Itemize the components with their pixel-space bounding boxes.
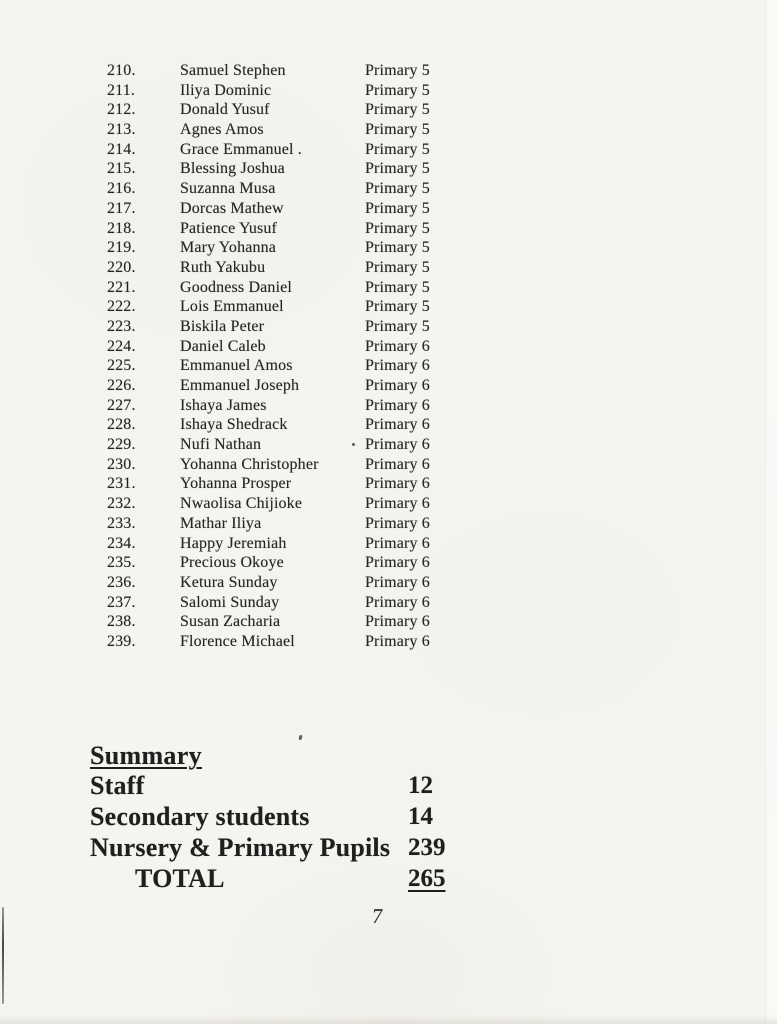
- scan-bottom-shade: [0, 1015, 777, 1024]
- student-name: Ketura Sunday: [180, 573, 278, 591]
- roster-row-number: 228.: [107, 416, 136, 434]
- summary-value: 12: [408, 772, 433, 799]
- student-name: Mary Yohanna: [180, 239, 277, 257]
- student-name: Precious Okoye: [180, 554, 284, 572]
- roster-row: [107, 514, 515, 534]
- student-name: Patience Yusuf: [180, 219, 278, 237]
- class-level: Primary 5: [365, 81, 430, 99]
- class-level: Primary 6: [365, 514, 430, 532]
- summary-label: Secondary students: [90, 802, 310, 831]
- summary-label: Staff: [90, 771, 145, 800]
- summary-row: [90, 832, 510, 863]
- roster-row-number: 234.: [107, 534, 136, 552]
- roster-row-number: 231.: [107, 475, 136, 493]
- roster-row: [107, 534, 515, 554]
- class-level: Primary 6: [365, 357, 430, 375]
- class-level: Primary 5: [365, 219, 430, 237]
- class-level: Primary 5: [365, 180, 430, 198]
- student-name: Susan Zacharia: [180, 613, 281, 631]
- roster-row-number: 221.: [107, 278, 136, 296]
- scan-scratch-artifact: [2, 907, 4, 1004]
- roster-row-number: 233.: [107, 514, 136, 532]
- student-name: Nufi Nathan: [180, 436, 262, 454]
- class-level: Primary 6: [365, 632, 430, 650]
- roster-row-number: 238.: [107, 613, 136, 631]
- student-name: Salomi Sunday: [180, 593, 280, 611]
- roster-row: [107, 455, 515, 475]
- roster-row-number: 229.: [107, 436, 136, 454]
- summary-value: 239: [408, 834, 446, 861]
- summary-section: [90, 741, 510, 894]
- roster-row-number: 236.: [107, 573, 136, 591]
- roster-row-number: 239.: [107, 632, 136, 650]
- class-level: Primary 6: [365, 436, 430, 454]
- roster-row: [107, 337, 515, 357]
- class-level: Primary 5: [365, 101, 430, 119]
- page-number: 7: [370, 904, 384, 928]
- roster-row-number: 223.: [107, 317, 136, 335]
- roster-row-number: 222.: [107, 298, 136, 316]
- class-level: Primary 6: [365, 534, 430, 552]
- class-level: Primary 5: [365, 258, 430, 276]
- student-name: Yohanna Prosper: [180, 475, 292, 493]
- student-roster-list: [107, 61, 515, 652]
- summary-heading: Summary: [90, 741, 202, 770]
- roster-row-number: 214.: [107, 140, 136, 158]
- summary-label: Nursery & Primary Pupils: [90, 833, 391, 862]
- roster-row: [107, 376, 515, 396]
- student-name: Goodness Daniel: [180, 278, 293, 296]
- student-name: Samuel Stephen: [180, 62, 286, 79]
- scan-dot-artifact: [352, 443, 355, 446]
- class-level: Primary 5: [365, 199, 430, 217]
- student-name: Grace Emmanuel .: [180, 140, 302, 158]
- roster-row-number: 235.: [107, 554, 136, 572]
- summary-label: TOTAL: [135, 864, 225, 893]
- class-level: Primary 5: [365, 278, 430, 296]
- summary-row: [90, 770, 510, 801]
- roster-row-number: 232.: [107, 495, 136, 513]
- roster-row: [107, 219, 515, 239]
- student-name: Emmanuel Joseph: [180, 377, 300, 394]
- class-level: Primary 5: [365, 62, 430, 79]
- class-level: Primary 6: [365, 495, 430, 513]
- class-level: Primary 5: [365, 140, 430, 158]
- student-name: Yohanna Christopher: [180, 455, 319, 473]
- scan-dot-artifact: [298, 735, 302, 741]
- roster-row-number: 212.: [107, 101, 136, 119]
- roster-row: [107, 258, 515, 278]
- roster-row: [107, 553, 515, 573]
- student-name: Lois Emmanuel: [180, 298, 284, 316]
- student-name: Florence Michael: [180, 632, 295, 650]
- student-name: Dorcas Mathew: [180, 199, 284, 217]
- roster-row: [107, 435, 515, 455]
- student-name: Ishaya James: [180, 396, 267, 414]
- roster-row: [107, 632, 515, 652]
- class-level: Primary 5: [365, 121, 430, 139]
- class-level: Primary 5: [365, 160, 430, 178]
- student-name: Agnes Amos: [180, 121, 264, 139]
- roster-row: [107, 81, 515, 101]
- class-level: Primary 6: [365, 593, 430, 611]
- summary-row: [90, 801, 510, 832]
- roster-row-number: 219.: [107, 239, 136, 257]
- student-name: Happy Jeremiah: [180, 534, 287, 552]
- roster-row-number: 217.: [107, 199, 136, 217]
- student-name: Emmanuel Amos: [180, 357, 293, 375]
- student-name: Donald Yusuf: [180, 101, 270, 119]
- class-level: Primary 6: [365, 416, 430, 434]
- roster-row-number: 211.: [107, 81, 136, 99]
- student-name: Daniel Caleb: [180, 337, 266, 355]
- roster-row: [107, 474, 515, 494]
- class-level: Primary 6: [365, 396, 430, 414]
- roster-row-number: 224.: [107, 337, 136, 355]
- roster-row-number: 226.: [107, 377, 136, 394]
- roster-row: [107, 317, 515, 337]
- roster-row: [107, 61, 515, 81]
- student-name: Ruth Yakubu: [180, 258, 266, 276]
- roster-row: [107, 356, 515, 376]
- class-level: Primary 5: [365, 317, 430, 335]
- roster-row: [107, 297, 515, 317]
- class-level: Primary 6: [365, 377, 430, 394]
- summary-rows: [90, 770, 510, 894]
- roster-row: [107, 494, 515, 514]
- class-level: Primary 6: [365, 475, 430, 493]
- student-name: Ishaya Shedrack: [180, 416, 288, 434]
- roster-row: [107, 179, 515, 199]
- summary-value: 265: [408, 865, 446, 892]
- roster-row-number: 220.: [107, 258, 136, 276]
- roster-row-number: 213.: [107, 121, 136, 139]
- student-name: Nwaolisa Chijioke: [180, 495, 303, 513]
- class-level: Primary 6: [365, 337, 430, 355]
- class-level: Primary 6: [365, 554, 430, 572]
- summary-value: 14: [408, 803, 433, 830]
- class-level: Primary 6: [365, 613, 430, 631]
- roster-row: [107, 140, 515, 160]
- roster-row-number: 210.: [107, 62, 136, 79]
- roster-row: [107, 278, 515, 298]
- roster-row-number: 215.: [107, 160, 136, 178]
- class-level: Primary 5: [365, 239, 430, 257]
- roster-row: [107, 573, 515, 593]
- roster-row: [107, 593, 515, 613]
- summary-row-total: [90, 863, 510, 894]
- roster-row: [107, 238, 515, 258]
- roster-row-number: 237.: [107, 593, 136, 611]
- roster-row: [107, 100, 515, 120]
- roster-row: [107, 159, 515, 179]
- class-level: Primary 5: [365, 298, 430, 316]
- roster-row-number: 230.: [107, 455, 136, 473]
- roster-row: [107, 415, 515, 435]
- student-name: Mathar Iliya: [180, 514, 262, 532]
- class-level: Primary 6: [365, 455, 430, 473]
- roster-row-number: 227.: [107, 396, 136, 414]
- roster-row-number: 216.: [107, 180, 136, 198]
- roster-row: [107, 199, 515, 219]
- roster-row: [107, 612, 515, 632]
- class-level: Primary 6: [365, 573, 430, 591]
- student-name: Iliya Dominic: [180, 81, 272, 99]
- student-name: Suzanna Musa: [180, 180, 276, 198]
- roster-row-number: 218.: [107, 219, 136, 237]
- roster-row: [107, 120, 515, 140]
- student-name: Blessing Joshua: [180, 160, 285, 178]
- student-name: Biskila Peter: [180, 317, 265, 335]
- roster-row: [107, 396, 515, 416]
- roster-row-number: 225.: [107, 357, 136, 375]
